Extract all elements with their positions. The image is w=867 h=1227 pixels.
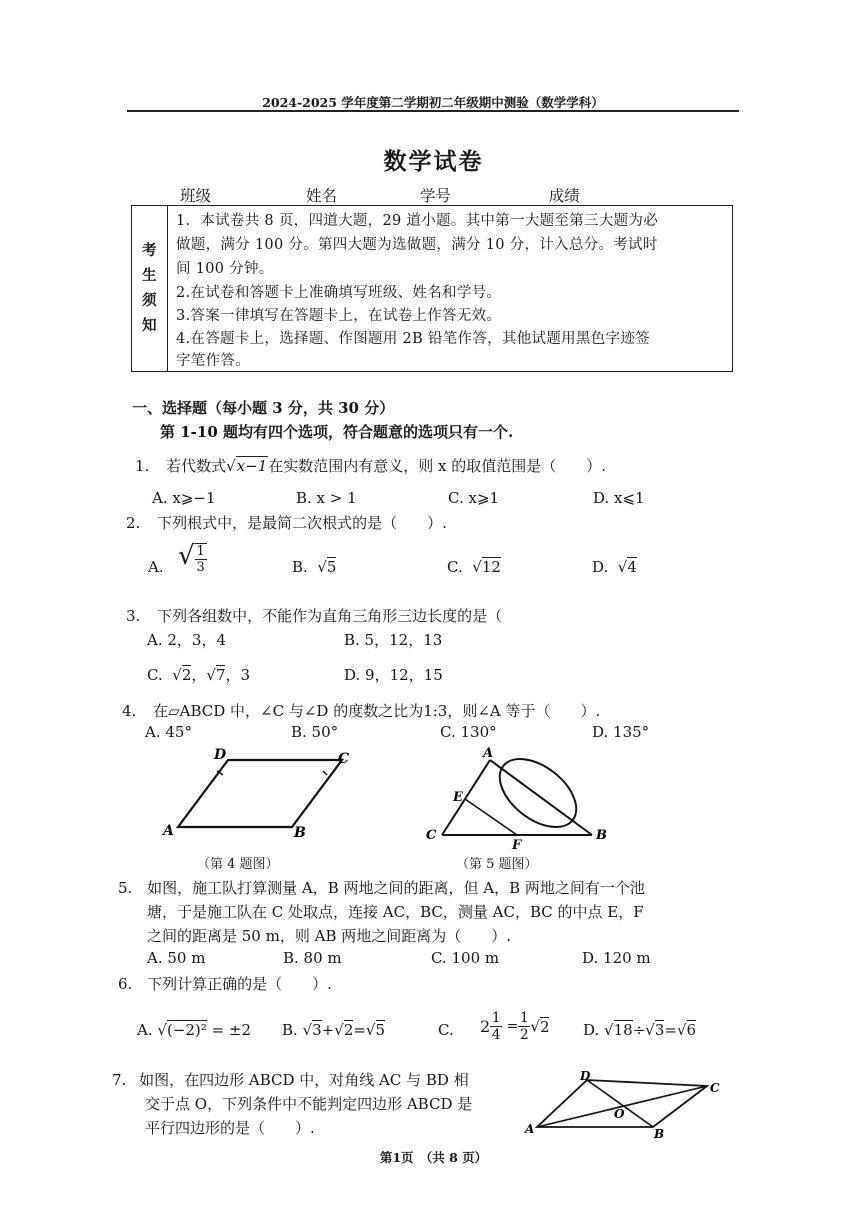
q3-option-d[interactable]: D. 9，12，15: [344, 666, 443, 684]
q6-d-rad2: 3: [654, 1021, 665, 1039]
figure-5-pond: [420, 745, 620, 853]
fig5-line-ef: [465, 799, 517, 835]
q6-option-c-expr: [480, 1010, 549, 1043]
q7-text-line: 平行四边形的是（ ）.: [145, 1119, 315, 1137]
fig7-label-b: B: [654, 1127, 665, 1141]
id-field-2[interactable]: [486, 189, 536, 206]
q4-number: 4.: [122, 702, 137, 720]
question-5-line-1: [118, 877, 645, 898]
fig7-label-o: O: [614, 1107, 625, 1121]
note-line: 做题，满分 100 分。第四大题为选做题，满分 10 分，计入总分。考试时: [176, 237, 658, 253]
q6-option-a[interactable]: A. √(−2)² = ±2: [137, 1021, 252, 1039]
q2-rad-d: 4: [627, 558, 637, 576]
q3-label-c: C.: [147, 666, 163, 684]
q2-fraction: [195, 543, 207, 575]
class-label: 班级: [180, 187, 212, 205]
q2-text: 下列根式中，是最简二次根式的是（ ）.: [157, 514, 447, 532]
notes-label-char: 考: [142, 242, 157, 259]
q6-label-c[interactable]: C.: [438, 1021, 454, 1039]
note-line: 2.在试卷和答题卡上准确填写班级、姓名和学号。: [176, 285, 502, 301]
fig4-label-c: C: [338, 751, 350, 767]
class-field[interactable]: [211, 189, 293, 206]
figure-4-caption: （第 4 题图）: [197, 857, 279, 872]
q6-c-whole: 2: [480, 1017, 491, 1036]
question-2: [126, 512, 447, 533]
q3-option-c[interactable]: C. √2，√7，3: [147, 666, 251, 684]
section-title: 一、选择题（每小题 3 分，共 30 分）: [132, 399, 395, 417]
q2-frac-num: 1: [196, 544, 205, 559]
q3-option-b[interactable]: B. 5，12，13: [344, 631, 443, 649]
id-field[interactable]: [451, 189, 473, 206]
q2-label-b: B.: [292, 558, 308, 576]
q6-d-rad1: 18: [613, 1021, 633, 1039]
fig4-label-a: A: [163, 823, 174, 839]
figure-7-quadrilateral: [525, 1069, 745, 1142]
question-4: [122, 700, 600, 721]
q1-sqrt: √x−1: [226, 457, 268, 475]
q5-option-a[interactable]: A. 50 m: [147, 949, 206, 967]
q5-option-b[interactable]: B. 80 m: [283, 949, 342, 967]
q1-option-b[interactable]: B. x > 1: [296, 489, 357, 507]
fig7-label-d: D: [580, 1069, 591, 1083]
q2-sqrt-sign: √: [178, 541, 195, 571]
page-footer: 第1页 （共 8 页）: [379, 1150, 488, 1165]
score-field[interactable]: [580, 189, 662, 206]
q3-c-tail: ，3: [225, 666, 251, 684]
notes-label-char: 须: [142, 292, 157, 309]
fig5-label-f: F: [512, 838, 522, 853]
note-line: 1．本试卷共 8 页，四道大题，29 道小题。其中第一大题至第三大题为必: [176, 213, 659, 229]
q3-option-a[interactable]: A. 2，3，4: [147, 631, 226, 649]
name-label: 姓名: [305, 187, 337, 205]
q6-b-rad3: 5: [375, 1021, 386, 1039]
q1-option-a[interactable]: A. x⩾−1: [152, 489, 216, 507]
q6-label-a: A.: [137, 1021, 153, 1039]
id-label: 学号: [419, 187, 451, 205]
q6-c-d1: 4: [491, 1027, 501, 1043]
q6-d-rad3: 6: [686, 1021, 697, 1039]
fig4-shape: [178, 760, 342, 827]
q4-option-b[interactable]: B. 50°: [291, 723, 339, 741]
q2-rad-c: 12: [481, 558, 501, 576]
q6-text: 下列计算正确的是（ ）.: [147, 975, 332, 993]
q4-option-d[interactable]: D. 135°: [592, 723, 650, 741]
fig5-line-ca: [442, 760, 490, 835]
q2-label-d: D.: [592, 558, 609, 576]
q4-option-c[interactable]: C. 130°: [440, 723, 497, 741]
q6-c-frac2: [518, 1010, 530, 1043]
note-line: 字笔作答。: [176, 353, 250, 369]
q6-c-n2: 1: [519, 1010, 529, 1026]
q6-option-b[interactable]: B. √3+√2=√5: [282, 1021, 386, 1039]
notes-label: [132, 206, 168, 371]
q2-option-d[interactable]: D. √4: [592, 558, 637, 576]
q2-option-a-expr: [178, 541, 207, 575]
q2-option-c[interactable]: C. √12: [447, 558, 501, 576]
q7-text-line: 交于点 O，下列条件中不能判定四边形 ABCD 是: [145, 1095, 473, 1113]
q6-c-d2: 2: [519, 1027, 529, 1043]
score-label: 成绩: [548, 187, 580, 205]
figure-4-parallelogram: [160, 745, 360, 840]
q3-c-rad1: 2: [181, 666, 192, 684]
q2-option-a[interactable]: A.: [148, 558, 164, 576]
q7-number: 7.: [112, 1071, 127, 1089]
q6-label-d: D.: [583, 1021, 600, 1039]
q4-option-a[interactable]: A. 45°: [145, 723, 192, 741]
q5-text-line: 塘，于是施工队在 C 处取点，连接 AC，BC，测量 AC，BC 的中点 E，F: [147, 903, 644, 921]
q2-option-b[interactable]: B. √5: [292, 558, 337, 576]
student-info-row: [180, 184, 662, 206]
notes-label-char: 知: [142, 317, 157, 334]
q6-a-rad: (−2)²: [166, 1021, 207, 1039]
fig7-label-a: A: [525, 1122, 535, 1136]
question-1: [135, 455, 606, 476]
q5-option-d[interactable]: D. 120 m: [582, 949, 651, 967]
figure-5-caption: （第 5 题图）: [456, 857, 538, 872]
q6-c-sqrt: √2: [530, 1017, 550, 1036]
section-subtitle: 第 1-10 题均有四个选项，符合题意的选项只有一个.: [160, 423, 514, 441]
note-line: 间 100 分钟。: [176, 261, 274, 277]
q5-text-line: 如图，施工队打算测量 A，B 两地之间的距离，但 A，B 两地之间有一个池: [147, 879, 645, 897]
note-line: 3.答案一律填写在答题卡上，在试卷上作答无效。: [176, 308, 502, 324]
q6-c-eq: =: [506, 1018, 519, 1035]
q1-radicand: x−1: [236, 457, 268, 475]
q6-number: 6.: [118, 975, 133, 993]
q6-a-tail: = ±2: [211, 1021, 252, 1039]
q6-c-frac1: [490, 1010, 502, 1043]
q6-b-rad1: 3: [312, 1021, 322, 1039]
q5-number: 5.: [118, 879, 133, 897]
fig5-label-b: B: [596, 828, 607, 843]
q1-option-d[interactable]: D. x⩽1: [593, 489, 645, 507]
q4-text: 在▱ABCD 中，∠C 与∠D 的度数之比为1:3，则∠A 等于（ ）.: [153, 702, 601, 720]
fig5-pond-ellipse: [487, 745, 588, 840]
q3-number: 3.: [126, 607, 141, 625]
name-field[interactable]: [337, 189, 415, 206]
question-3: [126, 605, 502, 626]
q2-label-c: C.: [447, 558, 463, 576]
fig4-label-b: B: [294, 825, 306, 841]
q6-label-b: B.: [282, 1021, 298, 1039]
q1-number: 1.: [135, 457, 150, 475]
q2-frac-den: 3: [196, 560, 205, 575]
fig4-tick: [323, 771, 327, 775]
q2-rad-b: 5: [326, 558, 337, 576]
q1-option-c[interactable]: C. x⩾1: [448, 489, 500, 507]
q5-option-c[interactable]: C. 100 m: [431, 949, 500, 967]
q6-b-rad2: 2: [343, 1021, 354, 1039]
q6-c-n1: 1: [491, 1010, 501, 1026]
notes-label-char: 生: [142, 267, 157, 284]
exam-header: 2024-2025 学年度第二学期初二年级期中测验（数学学科）: [262, 95, 604, 110]
fig4-label-d: D: [214, 747, 227, 763]
question-7-line-1: [112, 1069, 469, 1090]
q3-c-rad2: 7: [215, 666, 226, 684]
fig5-label-a: A: [483, 746, 494, 761]
page-title: 数学试卷: [383, 148, 484, 175]
q7-text-line: 如图，在四边形 ABCD 中，对角线 AC 与 BD 相: [139, 1071, 469, 1089]
q6-c-rad: 2: [539, 1017, 550, 1036]
q1-text-pre: 若代数式: [166, 457, 227, 475]
fig5-label-c: C: [426, 828, 437, 843]
fig5-label-e: E: [453, 790, 463, 805]
exam-notes-box: [131, 205, 733, 372]
header-rule: [127, 110, 739, 112]
q1-text-post: 在实数范围内有意义，则 x 的取值范围是（ ）.: [268, 457, 607, 475]
question-6: [118, 973, 332, 994]
fig7-label-c: C: [710, 1081, 720, 1095]
q6-option-d[interactable]: D. √18÷√3=√6: [583, 1021, 697, 1039]
q5-text-line: 之间的距离是 50 m，则 AB 两地之间距离为（ ）.: [147, 927, 512, 945]
note-line: 4.在答题卡上，选择题、作图题用 2B 铅笔作答，其他试题用黑色字迹签: [176, 331, 650, 347]
q2-number: 2.: [126, 514, 141, 532]
q3-text: 下列各组数中，不能作为直角三角形三边长度的是（: [157, 607, 503, 625]
